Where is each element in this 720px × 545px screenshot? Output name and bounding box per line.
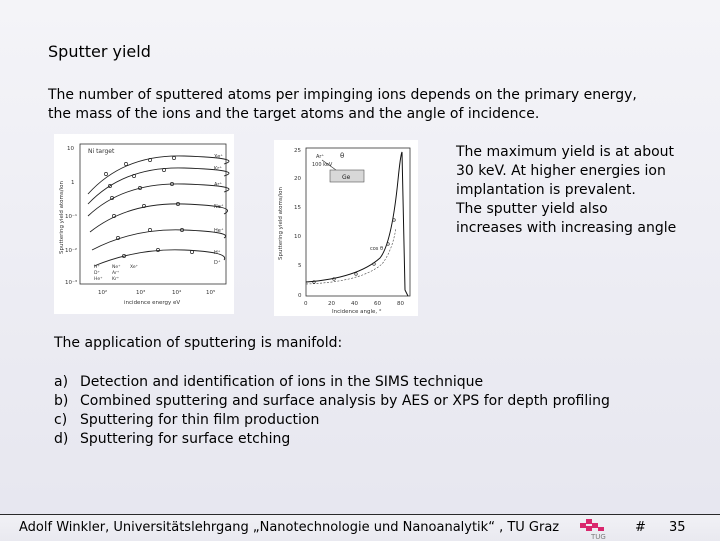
energy-curve-he xyxy=(92,230,226,250)
energy-x-tick: 10⁵ xyxy=(206,290,216,296)
slide-number: 35 xyxy=(669,520,686,535)
angle-y-tick: 20 xyxy=(294,176,301,182)
angle-x-tick: 80 xyxy=(397,301,404,307)
energy-curve-label: He⁺ xyxy=(214,228,224,234)
energy-x-tick: 10⁴ xyxy=(172,290,182,296)
angle-y-tick: 5 xyxy=(298,263,302,269)
tug-logo-icon xyxy=(578,517,616,541)
angle-y-tick: 25 xyxy=(294,148,301,154)
angle-cos-label: cos θ xyxy=(370,246,384,252)
angle-target-label: Ge xyxy=(342,174,351,181)
list-marker: b) xyxy=(54,393,69,409)
list-item-text: Sputtering for surface etching xyxy=(80,431,291,447)
angle-x-tick: 20 xyxy=(328,301,335,307)
slide-footer xyxy=(0,514,720,541)
energy-y-tick: 10⁻³ xyxy=(65,280,78,286)
note-line: increases with increasing angle xyxy=(456,220,677,236)
tug-logo xyxy=(578,517,616,545)
data-point xyxy=(124,162,127,165)
energy-y-tick: 10 xyxy=(67,146,74,152)
energy-y-tick: 10⁻² xyxy=(65,248,78,254)
angle-y-tick: 10 xyxy=(294,234,301,240)
list-item xyxy=(54,411,694,430)
footer-credit: Adolf Winkler, Universitätslehrgang „Nanotechnologie und Nanoanalytik“ , TU Graz xyxy=(19,520,560,535)
energy-legend xyxy=(94,264,139,282)
energy-legend-entry: Xe⁺ xyxy=(130,265,139,270)
intro-paragraph xyxy=(48,86,688,124)
angle-ion-label: Ar⁺ xyxy=(316,154,325,160)
angle-y-axis-label: Sputtering yield atoms/ion xyxy=(278,187,284,260)
data-point xyxy=(190,250,193,253)
energy-data-points xyxy=(104,156,193,257)
angle-energy-label: 100 keV xyxy=(312,162,333,168)
energy-curves xyxy=(88,156,229,266)
angle-x-tick: 40 xyxy=(351,301,358,307)
list-item xyxy=(54,430,694,449)
list-marker: c) xyxy=(54,412,68,428)
list-item-text: Sputtering for thin film production xyxy=(80,412,320,428)
applications-heading: The application of sputtering is manifold: xyxy=(54,335,343,351)
intro-line: The number of sputtered atoms per impinging ions depends on the primary energy, xyxy=(48,87,637,103)
max-yield-note xyxy=(456,143,701,238)
tug-logo-text: TUG xyxy=(591,533,606,541)
angle-x-tick: 60 xyxy=(374,301,381,307)
data-point xyxy=(104,172,107,175)
angle-x-tick: 0 xyxy=(304,301,308,307)
list-marker: a) xyxy=(54,374,69,390)
energy-curve-ne xyxy=(90,204,228,232)
energy-legend-entry: D⁺ xyxy=(94,271,100,276)
list-item-text: Combined sputtering and surface analysis by AES or XPS for depth profiling xyxy=(80,393,610,409)
note-line: implantation is prevalent. xyxy=(456,182,636,198)
energy-curve-label: Ar⁺ xyxy=(214,182,223,188)
energy-legend-entry: Kr⁺ xyxy=(112,277,120,282)
energy-y-tick: 10⁻¹ xyxy=(65,214,78,220)
energy-curve-ar xyxy=(88,184,229,216)
energy-target-label: Ni target xyxy=(88,148,115,155)
energy-curve-label: H⁺ xyxy=(214,250,221,256)
list-item xyxy=(54,373,694,392)
data-point xyxy=(172,156,175,159)
energy-x-tick: 10² xyxy=(98,290,108,296)
figure-yield-vs-energy xyxy=(54,134,234,314)
list-item xyxy=(54,392,694,411)
slide-title: Sputter yield xyxy=(48,42,151,61)
energy-curve-label: D⁺ xyxy=(214,260,221,266)
angle-plot-svg xyxy=(274,140,418,316)
energy-curve-xe xyxy=(88,156,229,194)
energy-y-axis-label: Sputtering yield atoms/ion xyxy=(59,181,65,254)
angle-theta-label: θ xyxy=(340,152,345,160)
energy-x-axis-label: incidence energy eV xyxy=(124,300,181,306)
angle-x-axis-label: Incidence angle, ° xyxy=(332,309,382,315)
note-line: The sputter yield also xyxy=(456,201,608,217)
energy-curve-label: Xe⁺ xyxy=(214,154,223,160)
figure-yield-vs-angle xyxy=(274,140,418,316)
energy-legend-entry: He⁺ xyxy=(94,277,103,282)
energy-legend-entry: Ar⁺ xyxy=(112,271,120,276)
list-item-text: Detection and identification of ions in the SIMS technique xyxy=(80,374,484,390)
energy-legend-entry: Ne⁺ xyxy=(112,265,121,270)
data-point xyxy=(355,273,358,276)
energy-y-tick: 1 xyxy=(71,180,75,186)
energy-curve-h xyxy=(94,250,225,266)
applications-list xyxy=(54,373,694,449)
angle-y-tick: 0 xyxy=(298,293,302,299)
energy-curve-label: Ne⁺ xyxy=(214,204,224,210)
energy-curve-label: Kr⁺ xyxy=(214,166,222,172)
energy-plot-svg xyxy=(54,134,234,314)
note-line: 30 keV. At higher energies ion xyxy=(456,163,666,179)
list-marker: d) xyxy=(54,431,69,447)
note-line: The maximum yield is at about xyxy=(456,144,675,160)
intro-line: the mass of the ions and the target atoms and the angle of incidence. xyxy=(48,106,540,122)
energy-x-tick: 10³ xyxy=(136,290,146,296)
angle-cos-curve xyxy=(306,228,396,284)
angle-y-tick: 15 xyxy=(294,205,301,211)
energy-curve-kr xyxy=(88,168,229,204)
slide-number-symbol: # xyxy=(635,520,646,535)
energy-legend-entry: H⁺ xyxy=(94,265,100,270)
